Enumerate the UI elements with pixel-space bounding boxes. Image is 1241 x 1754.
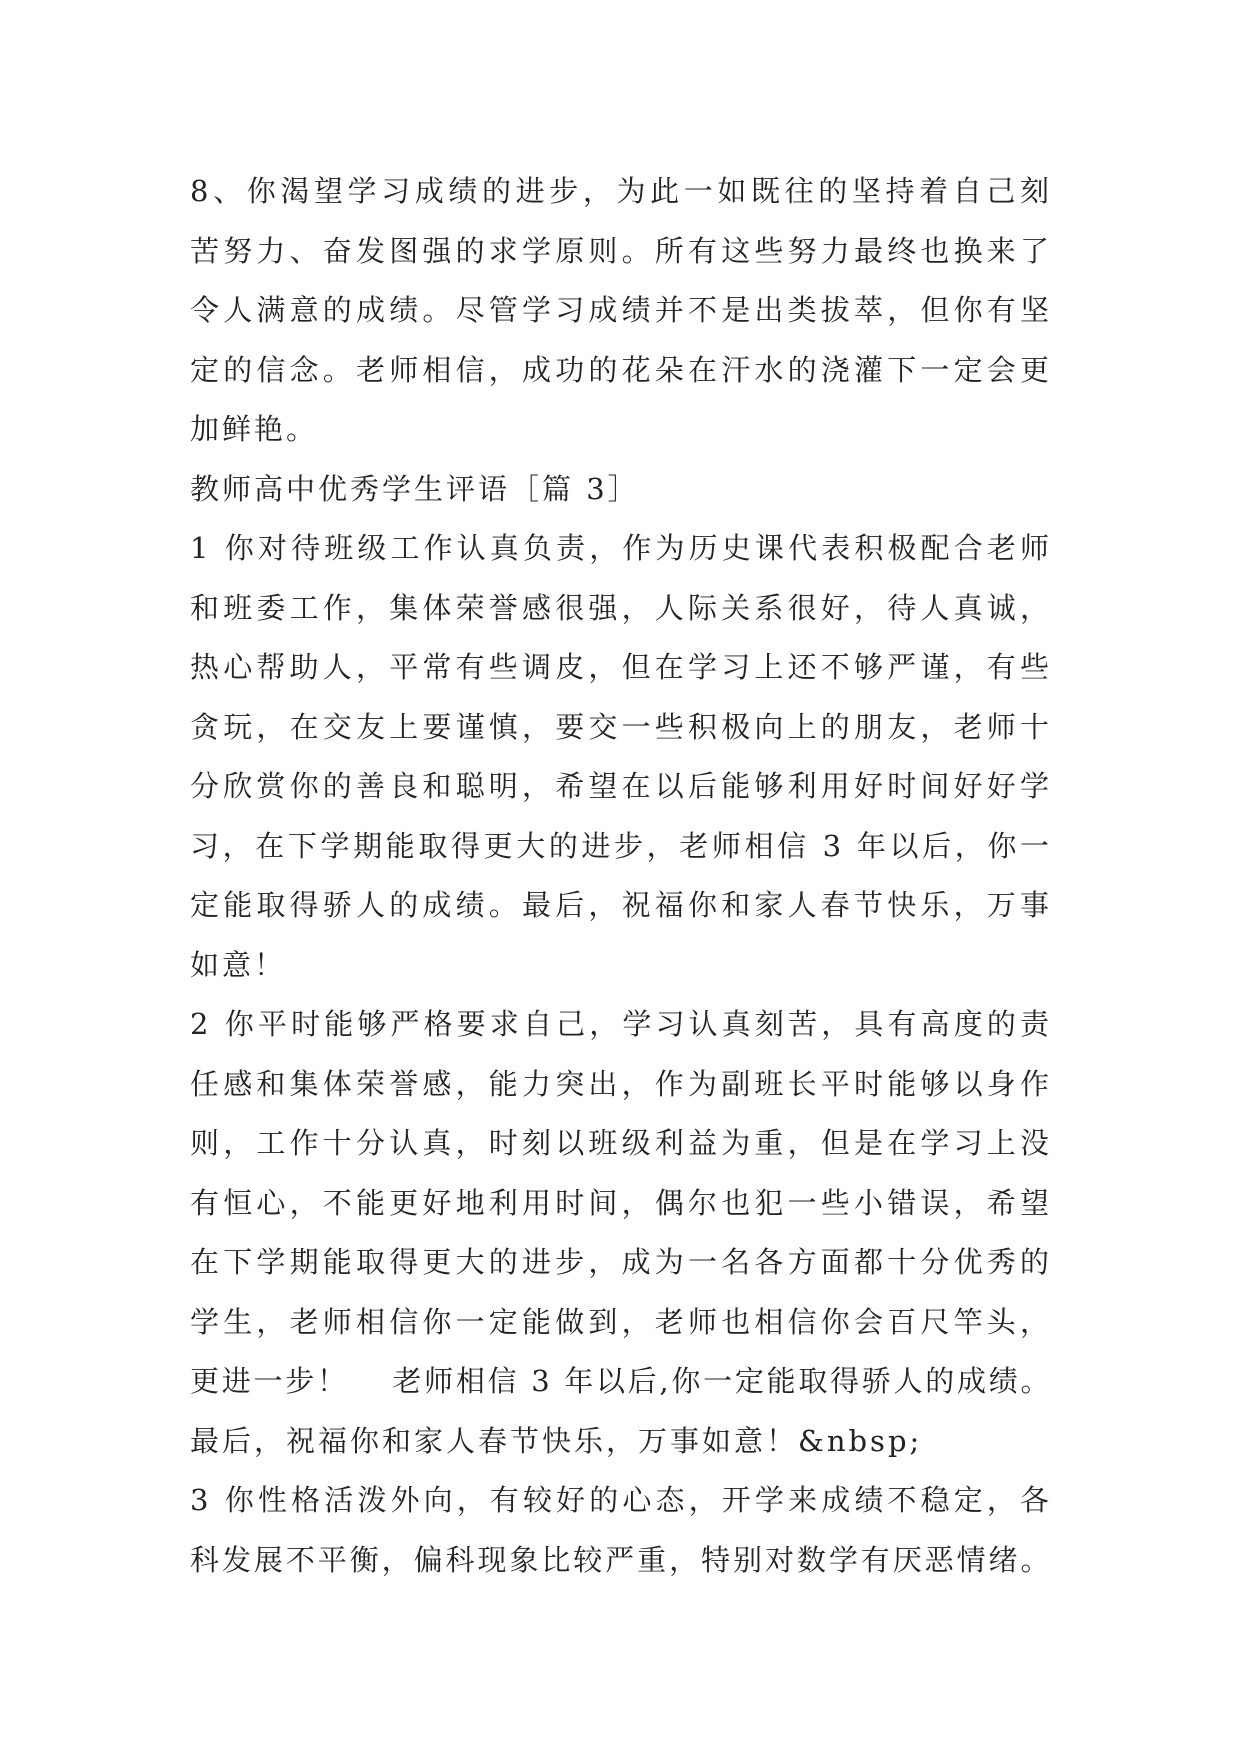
text-line-22: 最后，祝福你和家人春节快乐，万事如意！&nbsp; (190, 1423, 923, 1458)
text-line-4: 定的信念。老师相信，成功的花朵在汗水的浇灌下一定会更 (190, 352, 1052, 387)
document-body (190, 162, 1052, 1590)
text-line-5: 加鲜艳。 (190, 412, 319, 446)
text-line-9: 热心帮助人，平常有些调皮，但在学习上还不够严谨，有些 (190, 650, 1052, 684)
text-line-17: 则，工作十分认真，时刻以班级利益为重，但是在学习上没 (190, 1126, 1052, 1160)
text-line-12: 习，在下学期能取得更大的进步，老师相信 3 年以后，你一 (190, 828, 1052, 863)
text-line-8: 和班委工作，集体荣誉感很强，人际关系很好，待人真诚， (190, 590, 1052, 625)
text-line-20: 学生，老师相信你一定能做到，老师也相信你会百尺竿头， (190, 1304, 1052, 1339)
section-heading: 教师高中优秀学生评语［篇 3］ (190, 471, 640, 506)
text-line-19: 在下学期能取得更大的进步，成为一名各方面都十分优秀的 (190, 1245, 1052, 1279)
text-line-16: 任感和集体荣誉感，能力突出，作为副班长平时能够以身作 (190, 1066, 1052, 1101)
text-line-23: 3 你性格活泼外向，有较好的心态，开学来成绩不稳定，各 (190, 1483, 1052, 1517)
text-line-11: 分欣赏你的善良和聪明，希望在以后能够利用好时间好好学 (190, 769, 1052, 803)
text-line-10: 贪玩，在交友上要谨慎，要交一些积极向上的朋友，老师十 (190, 709, 1052, 744)
text-line-15: 2 你平时能够严格要求自己，学习认真刻苦，具有高度的责 (190, 1007, 1052, 1041)
text-line-21: 更进一步！ 老师相信 3 年以后,你一定能取得骄人的成绩。 (190, 1364, 1052, 1398)
text-line-18: 有恒心，不能更好地利用时间，偶尔也犯一些小错误，希望 (190, 1185, 1052, 1220)
text-line-3: 令人满意的成绩。尽管学习成绩并不是出类拔萃，但你有坚 (190, 293, 1052, 327)
text-line-7: 1 你对待班级工作认真负责，作为历史课代表积极配合老师 (190, 531, 1052, 565)
text-line-14: 如意！ (190, 947, 287, 982)
text-line-1: 8、你渴望学习成绩的进步，为此一如既往的坚持着自己刻 (190, 174, 1052, 208)
text-line-13: 定能取得骄人的成绩。最后，祝福你和家人春节快乐，万事 (190, 888, 1052, 922)
text-line-24: 科发展不平衡，偏科现象比较严重，特别对数学有厌恶情绪。 (190, 1542, 1052, 1577)
text-line-2: 苦努力、奋发图强的求学原则。所有这些努力最终也换来了 (190, 233, 1052, 268)
